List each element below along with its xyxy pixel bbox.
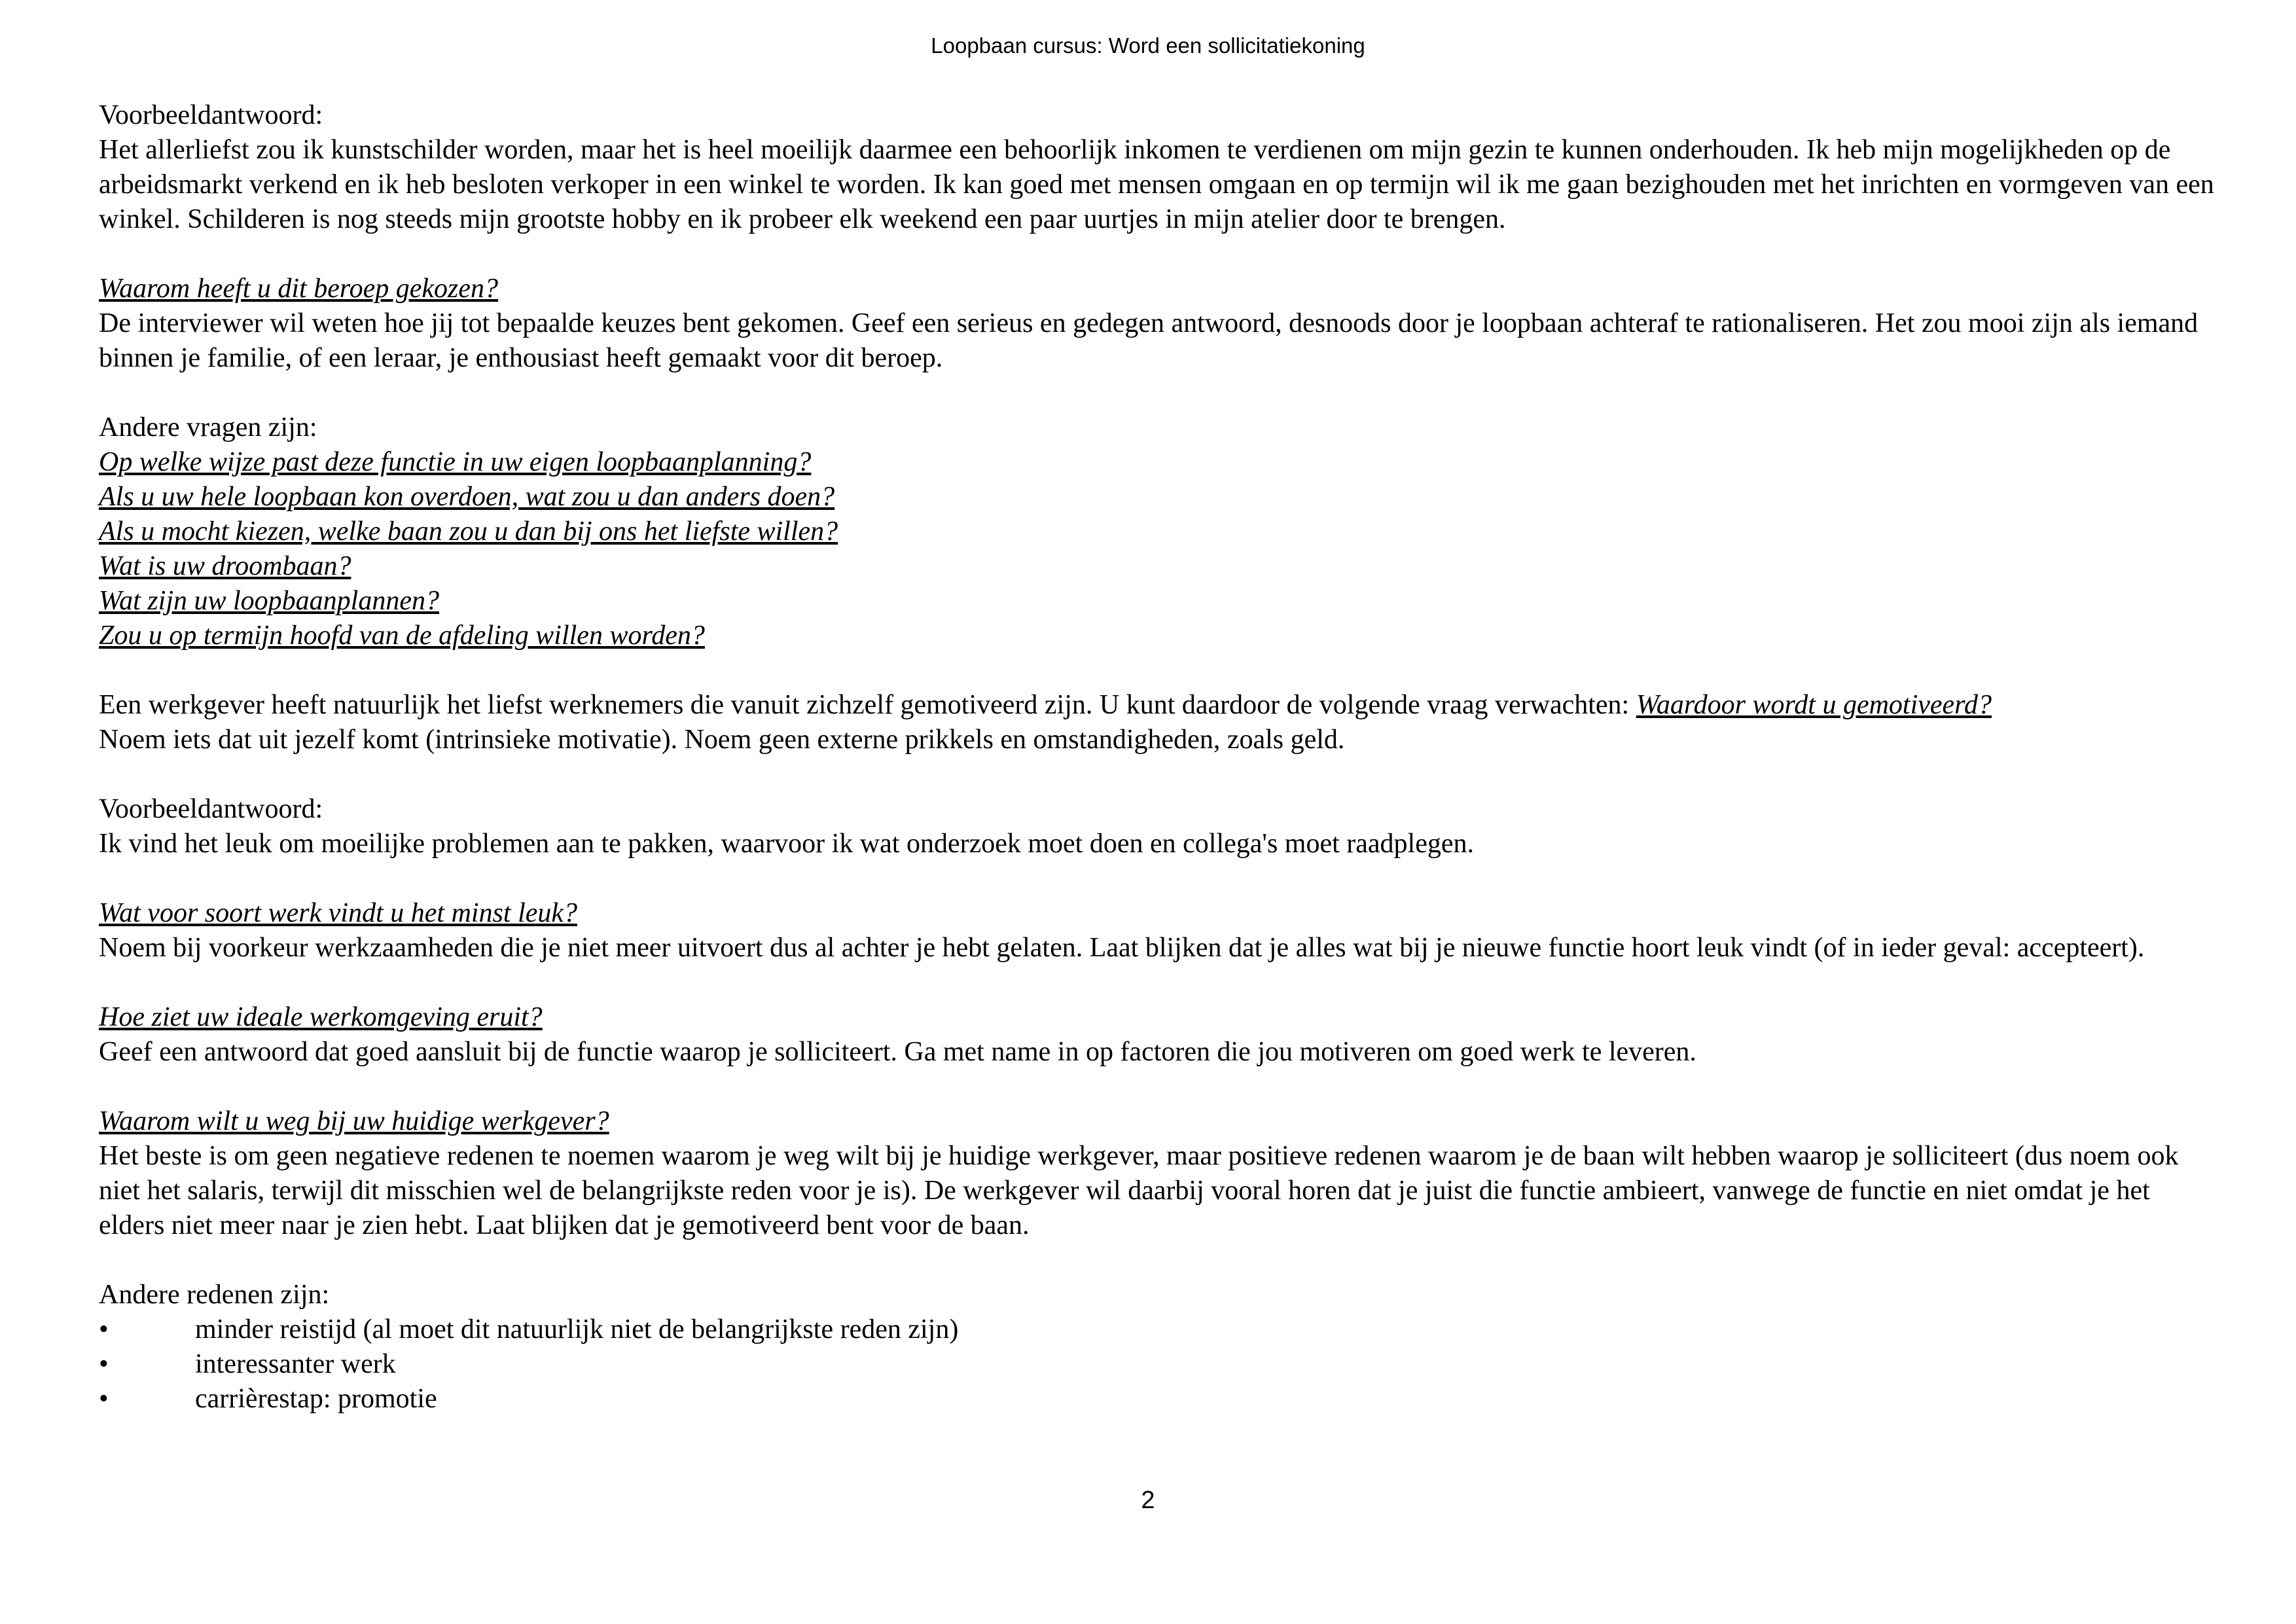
section-text: De interviewer wil weten hoe jij tot bepaalde keuzes bent gekomen. Geef een serieus en gedegen antwoord, desnoods door je loopbaan achteraf te rationaliseren. Het zou mooi zijn als iemand binnen je familie, of een leraar, je enthousiast heeft gemaakt voor dit beroep. <box>99 308 2198 373</box>
list-item <box>99 1382 2219 1416</box>
question-item: Wat zijn uw loopbaanplannen? <box>99 586 439 616</box>
bullet-icon: • <box>99 1384 109 1414</box>
section-leave-employer <box>99 1104 2219 1243</box>
list-item <box>99 1347 2219 1382</box>
section-label: Voorbeeldantwoord: <box>99 794 323 824</box>
bullet-icon: • <box>99 1349 109 1379</box>
list-item <box>99 1312 2219 1347</box>
question-item: Op welke wijze past deze functie in uw eigen loopbaanplanning? <box>99 447 812 477</box>
section-ideal-environment <box>99 1000 2219 1070</box>
section-example-answer-2 <box>99 792 2219 861</box>
list-item-text: interessanter werk <box>195 1349 396 1379</box>
section-text: Het allerliefst zou ik kunstschilder worden, maar het is heel moeilijk daarmee een behoorlijk inkomen te verdienen om mijn gezin te kunnen onderhouden. Ik heb mijn mogelijkheden op de arbeidsmarkt verkend en ik heb besloten verkoper in een winkel te worden. Ik kan goed met mensen omgaan en op termijn wil ik me gaan bezighouden met het inrichten en vormgeven van een winkel. Schilderen is nog steeds mijn grootste hobby en ik probeer elk weekend een paar uurtjes in mijn atelier door te brengen. <box>99 135 2214 234</box>
section-why-profession <box>99 272 2219 376</box>
section-text: Het beste is om geen negatieve redenen te noemen waarom je weg wilt bij je huidige werkgever, maar positieve redenen waarom je de baan wilt hebben waarop je solliciteert (dus noem ook niet het salaris, terwijl dit misschien wel de belangrijkste reden voor je is). De werkgever wil daarbij vooral horen dat je juist die functie ambieert, vanwege de functie en niet omdat je het elders niet meer naar je zien hebt. Laat blijken dat je gemotiveerd bent voor de baan. <box>99 1141 2179 1240</box>
section-motivation <box>99 688 2219 757</box>
bullet-icon: • <box>99 1314 109 1344</box>
question-item: Wat is uw droombaan? <box>99 551 351 581</box>
section-label: Andere redenen zijn: <box>99 1280 330 1310</box>
section-label: Voorbeeldantwoord: <box>99 100 323 130</box>
section-other-reasons-label <box>99 1278 2219 1312</box>
section-least-fun-work <box>99 896 2219 965</box>
section-text: Noem iets dat uit jezelf komt (intrinsieke motivatie). Noem geen externe prikkels en omstandigheden, zoals geld. <box>99 725 1345 755</box>
question-item: Als u uw hele loopbaan kon overdoen, wat zou u dan anders doen? <box>99 482 835 512</box>
question-heading: Wat voor soort werk vindt u het minst leuk? <box>99 898 578 928</box>
document-body <box>99 98 2219 1416</box>
reasons-list <box>99 1312 2219 1416</box>
page-number: 2 <box>1141 1487 1155 1514</box>
question-heading: Waarom heeft u dit beroep gekozen? <box>99 274 499 304</box>
section-text: Geef een antwoord dat goed aansluit bij de functie waarop je solliciteert. Ga met name in op factoren die jou motiveren om goed werk te leveren. <box>99 1037 1696 1067</box>
question-item: Als u mocht kiezen, welke baan zou u dan bij ons het liefste willen? <box>99 516 838 547</box>
section-example-answer-1 <box>99 98 2219 237</box>
question-item: Zou u op termijn hoofd van de afdeling willen worden? <box>99 621 705 651</box>
question-heading: Hoe ziet uw ideale werkomgeving eruit? <box>99 1002 543 1032</box>
section-text: Een werkgever heeft natuurlijk het liefst werknemers die vanuit zichzelf gemotiveerd zijn. U kunt daardoor de volgende vraag verwachten: <box>99 690 1636 720</box>
section-other-questions <box>99 410 2219 653</box>
section-text: Ik vind het leuk om moeilijke problemen aan te pakken, waarvoor ik wat onderzoek moet doen en collega's moet raadplegen. <box>99 829 1475 859</box>
section-label: Andere vragen zijn: <box>99 412 317 442</box>
page-header: Loopbaan cursus: Word een sollicitatiekoning <box>931 33 1365 58</box>
list-item-text: carrièrestap: promotie <box>195 1384 437 1414</box>
section-text: Noem bij voorkeur werkzaamheden die je niet meer uitvoert dus al achter je hebt gelaten. Laat blijken dat je alles wat bij je nieuwe functie hoort leuk vindt (of in ieder geval: accepteert). <box>99 933 2145 963</box>
list-item-text: minder reistijd (al moet dit natuurlijk niet de belangrijkste reden zijn) <box>195 1314 959 1344</box>
question-heading: Waarom wilt u weg bij uw huidige werkgever? <box>99 1106 609 1136</box>
question-inline: Waardoor wordt u gemotiveerd? <box>1636 690 1992 720</box>
